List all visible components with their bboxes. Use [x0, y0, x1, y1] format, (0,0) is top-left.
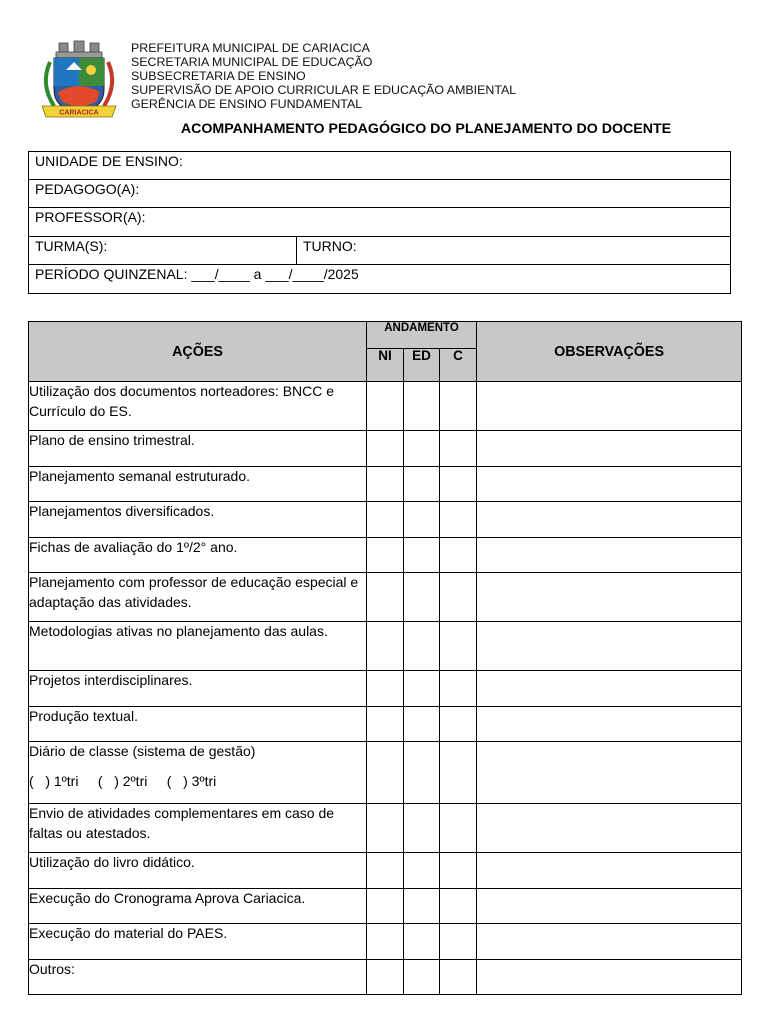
- acao-cell: Outros:: [29, 959, 367, 995]
- header-line-prefeitura: PREFEITURA MUNICIPAL DE CARIACICA: [131, 41, 370, 55]
- observacao-cell[interactable]: [477, 502, 742, 538]
- ed-checkbox-cell[interactable]: [404, 888, 440, 924]
- c-checkbox-cell[interactable]: [440, 466, 477, 502]
- observacao-cell[interactable]: [477, 888, 742, 924]
- c-checkbox-cell[interactable]: [440, 804, 477, 853]
- c-checkbox-cell[interactable]: [440, 706, 477, 742]
- c-header: C: [440, 349, 477, 382]
- identification-box: [28, 151, 731, 294]
- acao-cell: Execução do material do PAES.: [29, 924, 367, 960]
- info-row-professor: [29, 208, 730, 236]
- ed-checkbox-cell[interactable]: [404, 431, 440, 467]
- acao-cell: Utilização do livro didático.: [29, 853, 367, 889]
- ed-checkbox-cell[interactable]: [404, 959, 440, 995]
- ni-checkbox-cell[interactable]: [367, 431, 404, 467]
- observacao-cell[interactable]: [477, 706, 742, 742]
- ni-checkbox-cell[interactable]: [367, 502, 404, 538]
- professor-field[interactable]: PROFESSOR(A):: [35, 209, 146, 226]
- ni-checkbox-cell[interactable]: [367, 706, 404, 742]
- observacao-cell[interactable]: [477, 959, 742, 995]
- table-row: [29, 853, 742, 889]
- observacao-cell[interactable]: [477, 853, 742, 889]
- table-row: [29, 924, 742, 960]
- acao-cell: Plano de ensino trimestral.: [29, 431, 367, 467]
- acao-cell: Planejamento com professor de educação especial e adaptação das atividades.: [29, 573, 367, 622]
- c-checkbox-cell[interactable]: [440, 431, 477, 467]
- c-checkbox-cell[interactable]: [440, 502, 477, 538]
- ed-checkbox-cell[interactable]: [404, 742, 440, 804]
- observacao-cell[interactable]: [477, 924, 742, 960]
- acao-cell: Planejamento semanal estruturado.: [29, 466, 367, 502]
- table-row: [29, 706, 742, 742]
- unidade-field[interactable]: UNIDADE DE ENSINO:: [35, 153, 183, 169]
- ni-checkbox-cell[interactable]: [367, 537, 404, 573]
- c-checkbox-cell[interactable]: [440, 959, 477, 995]
- ni-checkbox-cell[interactable]: [367, 622, 404, 671]
- ed-checkbox-cell[interactable]: [404, 502, 440, 538]
- turno-field[interactable]: TURNO:: [303, 237, 357, 254]
- ed-checkbox-cell[interactable]: [404, 382, 440, 431]
- header-line-gerencia: GERÊNCIA DE ENSINO FUNDAMENTAL: [131, 96, 363, 111]
- observacao-cell[interactable]: [477, 671, 742, 707]
- acao-cell: Fichas de avaliação do 1º/2° ano.: [29, 537, 367, 573]
- ed-header: ED: [404, 349, 440, 382]
- ni-checkbox-cell[interactable]: [367, 888, 404, 924]
- crest-ribbon-text: CARIACICA: [59, 109, 99, 117]
- pedagogo-field[interactable]: PEDAGOGO(A):: [35, 181, 140, 198]
- header-line-supervisao: SUPERVISÃO DE APOIO CURRICULAR E EDUCAÇÃO AMBIENTAL: [131, 82, 517, 97]
- acao-cell: Utilização dos documentos norteadores: BNCC e Currículo do ES.: [29, 382, 367, 431]
- table-row: [29, 573, 742, 622]
- table-row: [29, 888, 742, 924]
- c-checkbox-cell[interactable]: [440, 622, 477, 671]
- ni-checkbox-cell[interactable]: [367, 466, 404, 502]
- acao-cell: Envio de atividades complementares em caso de faltas ou atestados.: [29, 804, 367, 853]
- c-checkbox-cell[interactable]: [440, 853, 477, 889]
- ni-checkbox-cell[interactable]: [367, 959, 404, 995]
- ni-header: NI: [367, 349, 404, 382]
- table-row: [29, 382, 742, 431]
- observacao-cell[interactable]: [477, 466, 742, 502]
- turma-field[interactable]: TURMA(S):: [29, 237, 297, 264]
- observacoes-header: OBSERVAÇÕES: [477, 322, 742, 382]
- ed-checkbox-cell[interactable]: [404, 804, 440, 853]
- andamento-header: ANDAMENTO: [367, 322, 477, 349]
- table-row: [29, 537, 742, 573]
- table-row: [29, 959, 742, 995]
- header-line-subsecretaria: SUBSECRETARIA DE ENSINO: [131, 68, 306, 83]
- ni-checkbox-cell[interactable]: [367, 742, 404, 804]
- observacao-cell[interactable]: [477, 431, 742, 467]
- table-row: [29, 431, 742, 467]
- acao-cell: Produção textual.: [29, 706, 367, 742]
- info-row-unidade: [29, 152, 730, 180]
- table-header-row-1: [29, 322, 742, 349]
- c-checkbox-cell[interactable]: [440, 573, 477, 622]
- c-checkbox-cell[interactable]: [440, 888, 477, 924]
- acao-cell: Projetos interdisciplinares.: [29, 671, 367, 707]
- ed-checkbox-cell[interactable]: [404, 622, 440, 671]
- ni-checkbox-cell[interactable]: [367, 804, 404, 853]
- observacao-cell[interactable]: [477, 804, 742, 853]
- c-checkbox-cell[interactable]: [440, 742, 477, 804]
- acompanhamento-table: [28, 321, 742, 995]
- ni-checkbox-cell[interactable]: [367, 853, 404, 889]
- diario-label: Diário de classe (sistema de gestão): [29, 743, 256, 759]
- diario-trimestre-options[interactable]: ( ) 1ºtri ( ) 2ºtri ( ) 3ºtri: [29, 772, 217, 789]
- c-checkbox-cell[interactable]: [440, 382, 477, 431]
- ed-checkbox-cell[interactable]: [404, 706, 440, 742]
- observacao-cell[interactable]: [477, 537, 742, 573]
- info-row-turma-turno: [29, 237, 730, 265]
- acao-cell: [29, 742, 367, 804]
- ni-checkbox-cell[interactable]: [367, 671, 404, 707]
- ed-checkbox-cell[interactable]: [404, 537, 440, 573]
- periodo-field[interactable]: PERÍODO QUINZENAL: ___/____ a ___/____/2025: [35, 265, 359, 282]
- ni-checkbox-cell[interactable]: [367, 924, 404, 960]
- ed-checkbox-cell[interactable]: [404, 466, 440, 502]
- ed-checkbox-cell[interactable]: [404, 924, 440, 960]
- table-row: [29, 742, 742, 804]
- table-row: [29, 466, 742, 502]
- acoes-header: AÇÕES: [29, 322, 367, 382]
- table-row: [29, 671, 742, 707]
- table-row: [29, 502, 742, 538]
- ni-checkbox-cell[interactable]: [367, 382, 404, 431]
- observacao-cell[interactable]: [477, 622, 742, 671]
- document-title: ACOMPANHAMENTO PEDAGÓGICO DO PLANEJAMENTO DO DOCENTE: [180, 121, 672, 137]
- info-row-periodo: [29, 265, 730, 293]
- acao-cell: Metodologias ativas no planejamento das aulas.: [29, 622, 367, 671]
- acao-cell: Planejamentos diversificados.: [29, 502, 367, 538]
- table-row: [29, 622, 742, 671]
- observacao-cell[interactable]: [477, 742, 742, 804]
- info-row-pedagogo: [29, 180, 730, 208]
- ed-checkbox-cell[interactable]: [404, 853, 440, 889]
- c-checkbox-cell[interactable]: [440, 537, 477, 573]
- table-row: [29, 804, 742, 853]
- ni-checkbox-cell[interactable]: [367, 573, 404, 622]
- c-checkbox-cell[interactable]: [440, 671, 477, 707]
- acao-cell: Execução do Cronograma Aprova Cariacica.: [29, 888, 367, 924]
- cariacica-crest-logo: [36, 40, 122, 122]
- ed-checkbox-cell[interactable]: [404, 573, 440, 622]
- header-lines: [131, 42, 516, 112]
- ed-checkbox-cell[interactable]: [404, 671, 440, 707]
- header-line-secretaria: SECRETARIA MUNICIPAL DE EDUCAÇÃO: [131, 54, 373, 69]
- observacao-cell[interactable]: [477, 382, 742, 431]
- observacao-cell[interactable]: [477, 573, 742, 622]
- c-checkbox-cell[interactable]: [440, 924, 477, 960]
